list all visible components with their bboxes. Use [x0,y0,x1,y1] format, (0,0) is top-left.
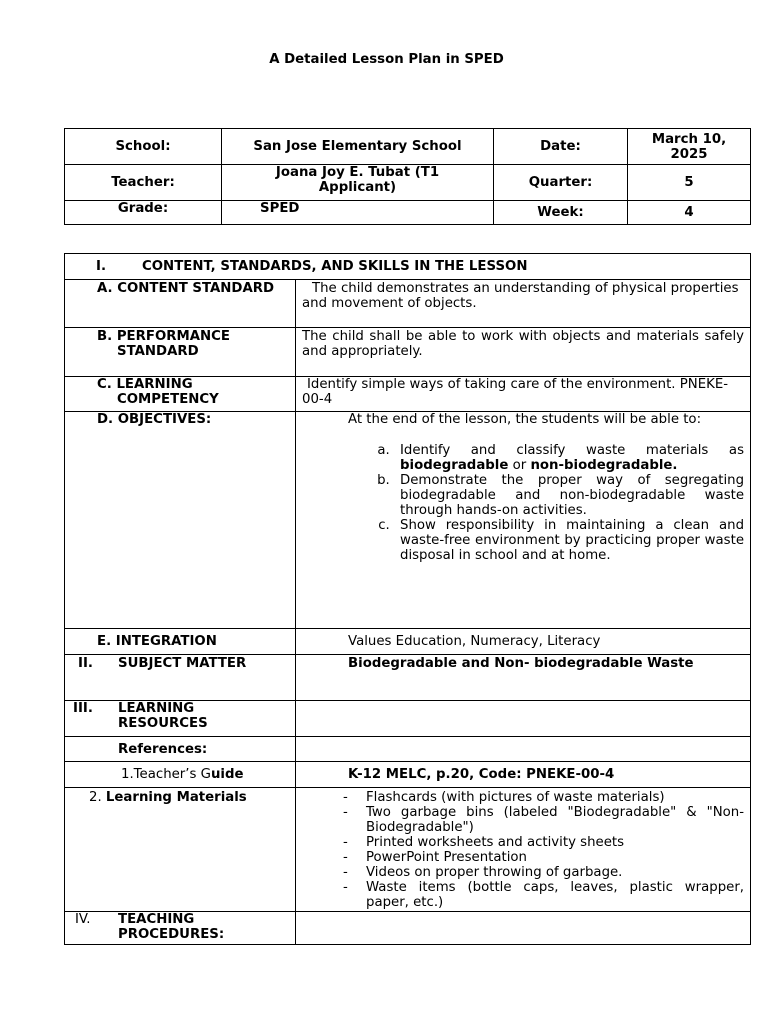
quarter-label: Quarter: [494,165,628,201]
content-standard-label: A. CONTENT STANDARD [65,280,296,328]
grade-value: SPED [222,201,494,225]
learning-material-item: - PowerPoint Presentation [296,850,744,865]
learning-materials-label: 2. Learning Materials [65,788,296,912]
learning-materials-list [296,790,744,910]
objectives-intro: At the end of the lesson, the students will be able to: [348,412,702,427]
learning-materials-value [296,788,751,912]
teachers-guide-label: 1.Teacher’s Guide [65,762,296,788]
date-value: March 10, 2025 [628,129,751,165]
teaching-procedures-label: IV. TEACHING PROCEDURES: [65,912,296,945]
objectives-content [296,412,751,629]
content-standard-value: The child demonstrates an understanding of physical properties and movement of objects. [296,280,751,328]
objectives-list [302,443,744,563]
school-value: San Jose Elementary School [222,129,494,165]
subject-matter-value: Biodegradable and Non- biodegradable Waste [296,655,751,701]
section-2-number: II. [78,656,93,671]
teacher-value: Joana Joy E. Tubat (T1 Applicant) [222,165,494,201]
section-1-title: CONTENT, STANDARDS, AND SKILLS IN THE LESSON [142,259,528,274]
learning-resources-label: III. LEARNING RESOURCES [65,701,296,737]
performance-standard-label: B. PERFORMANCE STANDARD [65,328,296,377]
integration-label: E. INTEGRATION [65,629,296,655]
learning-competency-label: C. LEARNING COMPETENCY [65,377,296,412]
objective-c: c. Show responsibility in maintaining a clean and waste-free environment by practicing proper waste disposal in school and at home. [394,518,744,563]
school-label: School: [65,129,222,165]
learning-material-item: - Videos on proper throwing of garbage. [296,865,744,880]
learning-competency-value: Identify simple ways of taking care of the environment. PNEKE-00-4 [296,377,751,412]
learning-material-item: - Flashcards (with pictures of waste materials) [296,790,744,805]
learning-material-item: - Waste items (bottle caps, leaves, plastic wrapper, paper, etc.) [296,880,744,910]
references-value [296,737,751,762]
week-value: 4 [628,201,751,225]
teacher-label: Teacher: [65,165,222,201]
document-title: A Detailed Lesson Plan in SPED [269,52,504,67]
objective-a: a. Identify and classify waste materials as biodegradable or non-biodegradable. [394,443,744,473]
lesson-plan-table [64,253,751,945]
teaching-procedures-value [296,912,751,945]
section-1-heading [65,254,751,280]
lesson-info-table [64,128,751,225]
week-label: Week: [494,201,628,225]
section-3-number: III. [73,701,93,716]
integration-value: Values Education, Numeracy, Literacy [296,629,751,655]
learning-material-item: - Two garbage bins (labeled "Biodegradable" & "Non-Biodegradable") [296,805,744,835]
date-label: Date: [494,129,628,165]
quarter-value: 5 [628,165,751,201]
objective-b: b. Demonstrate the proper way of segregating biodegradable and non-biodegradable waste through hands-on activities. [394,473,744,518]
subject-matter-label: II. SUBJECT MATTER [65,655,296,701]
section-1-number: I. [96,259,106,274]
learning-material-item: - Printed worksheets and activity sheets [296,835,744,850]
teachers-guide-value: K-12 MELC, p.20, Code: PNEKE-00-4 [296,762,751,788]
performance-standard-value: The child shall be able to work with objects and materials safely and appropriately. [296,328,751,377]
objectives-label: D. OBJECTIVES: [65,412,296,629]
section-4-number: IV. [75,912,91,927]
references-label: References: [65,737,296,762]
learning-resources-value [296,701,751,737]
grade-label: Grade: [65,201,222,225]
